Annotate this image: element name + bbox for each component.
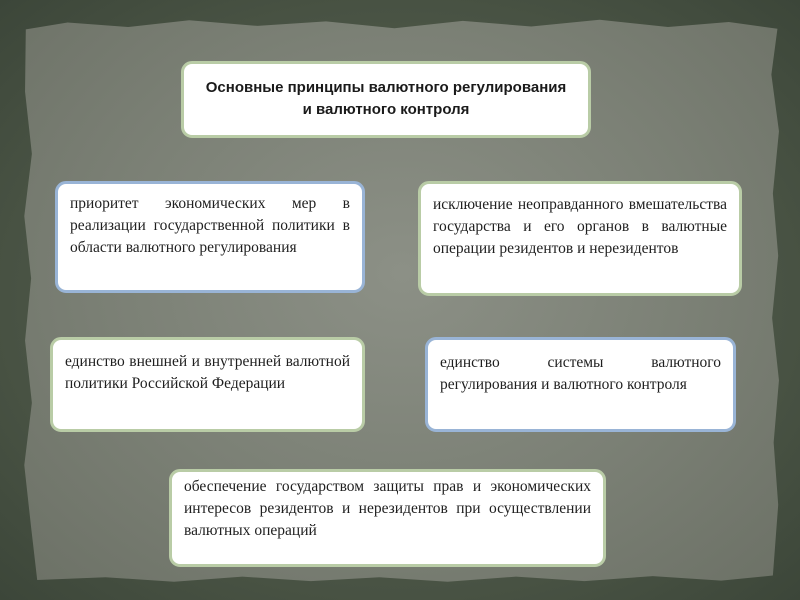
- principle-text: единство системы валютного регулирования и валютного контроля: [440, 354, 721, 393]
- principle-box-economic-priority: [55, 181, 365, 293]
- principle-box-rights-protection: [169, 469, 606, 567]
- title-box: [181, 61, 591, 138]
- principle-box-unity-system: [425, 337, 736, 432]
- diagram-title: Основные принципы валютного регулирования и валютного контроля: [205, 79, 567, 118]
- principle-text: обеспечение государством защиты прав и экономических интересов резидентов и нерезидентов при осуществлении валютных операций: [184, 478, 591, 539]
- principle-text: исключение неоправданного вмешательства государства и его органов в валютные операции резидентов и нерезидентов: [433, 196, 727, 257]
- principle-text: единство внешней и внутренней валютной политики Российской Федерации: [65, 353, 350, 392]
- principle-box-unity-policy: [50, 337, 365, 432]
- principle-box-non-interference: [418, 181, 742, 296]
- principle-text: приоритет экономических мер в реализации государственной политики в области валютного регулирования: [70, 195, 350, 256]
